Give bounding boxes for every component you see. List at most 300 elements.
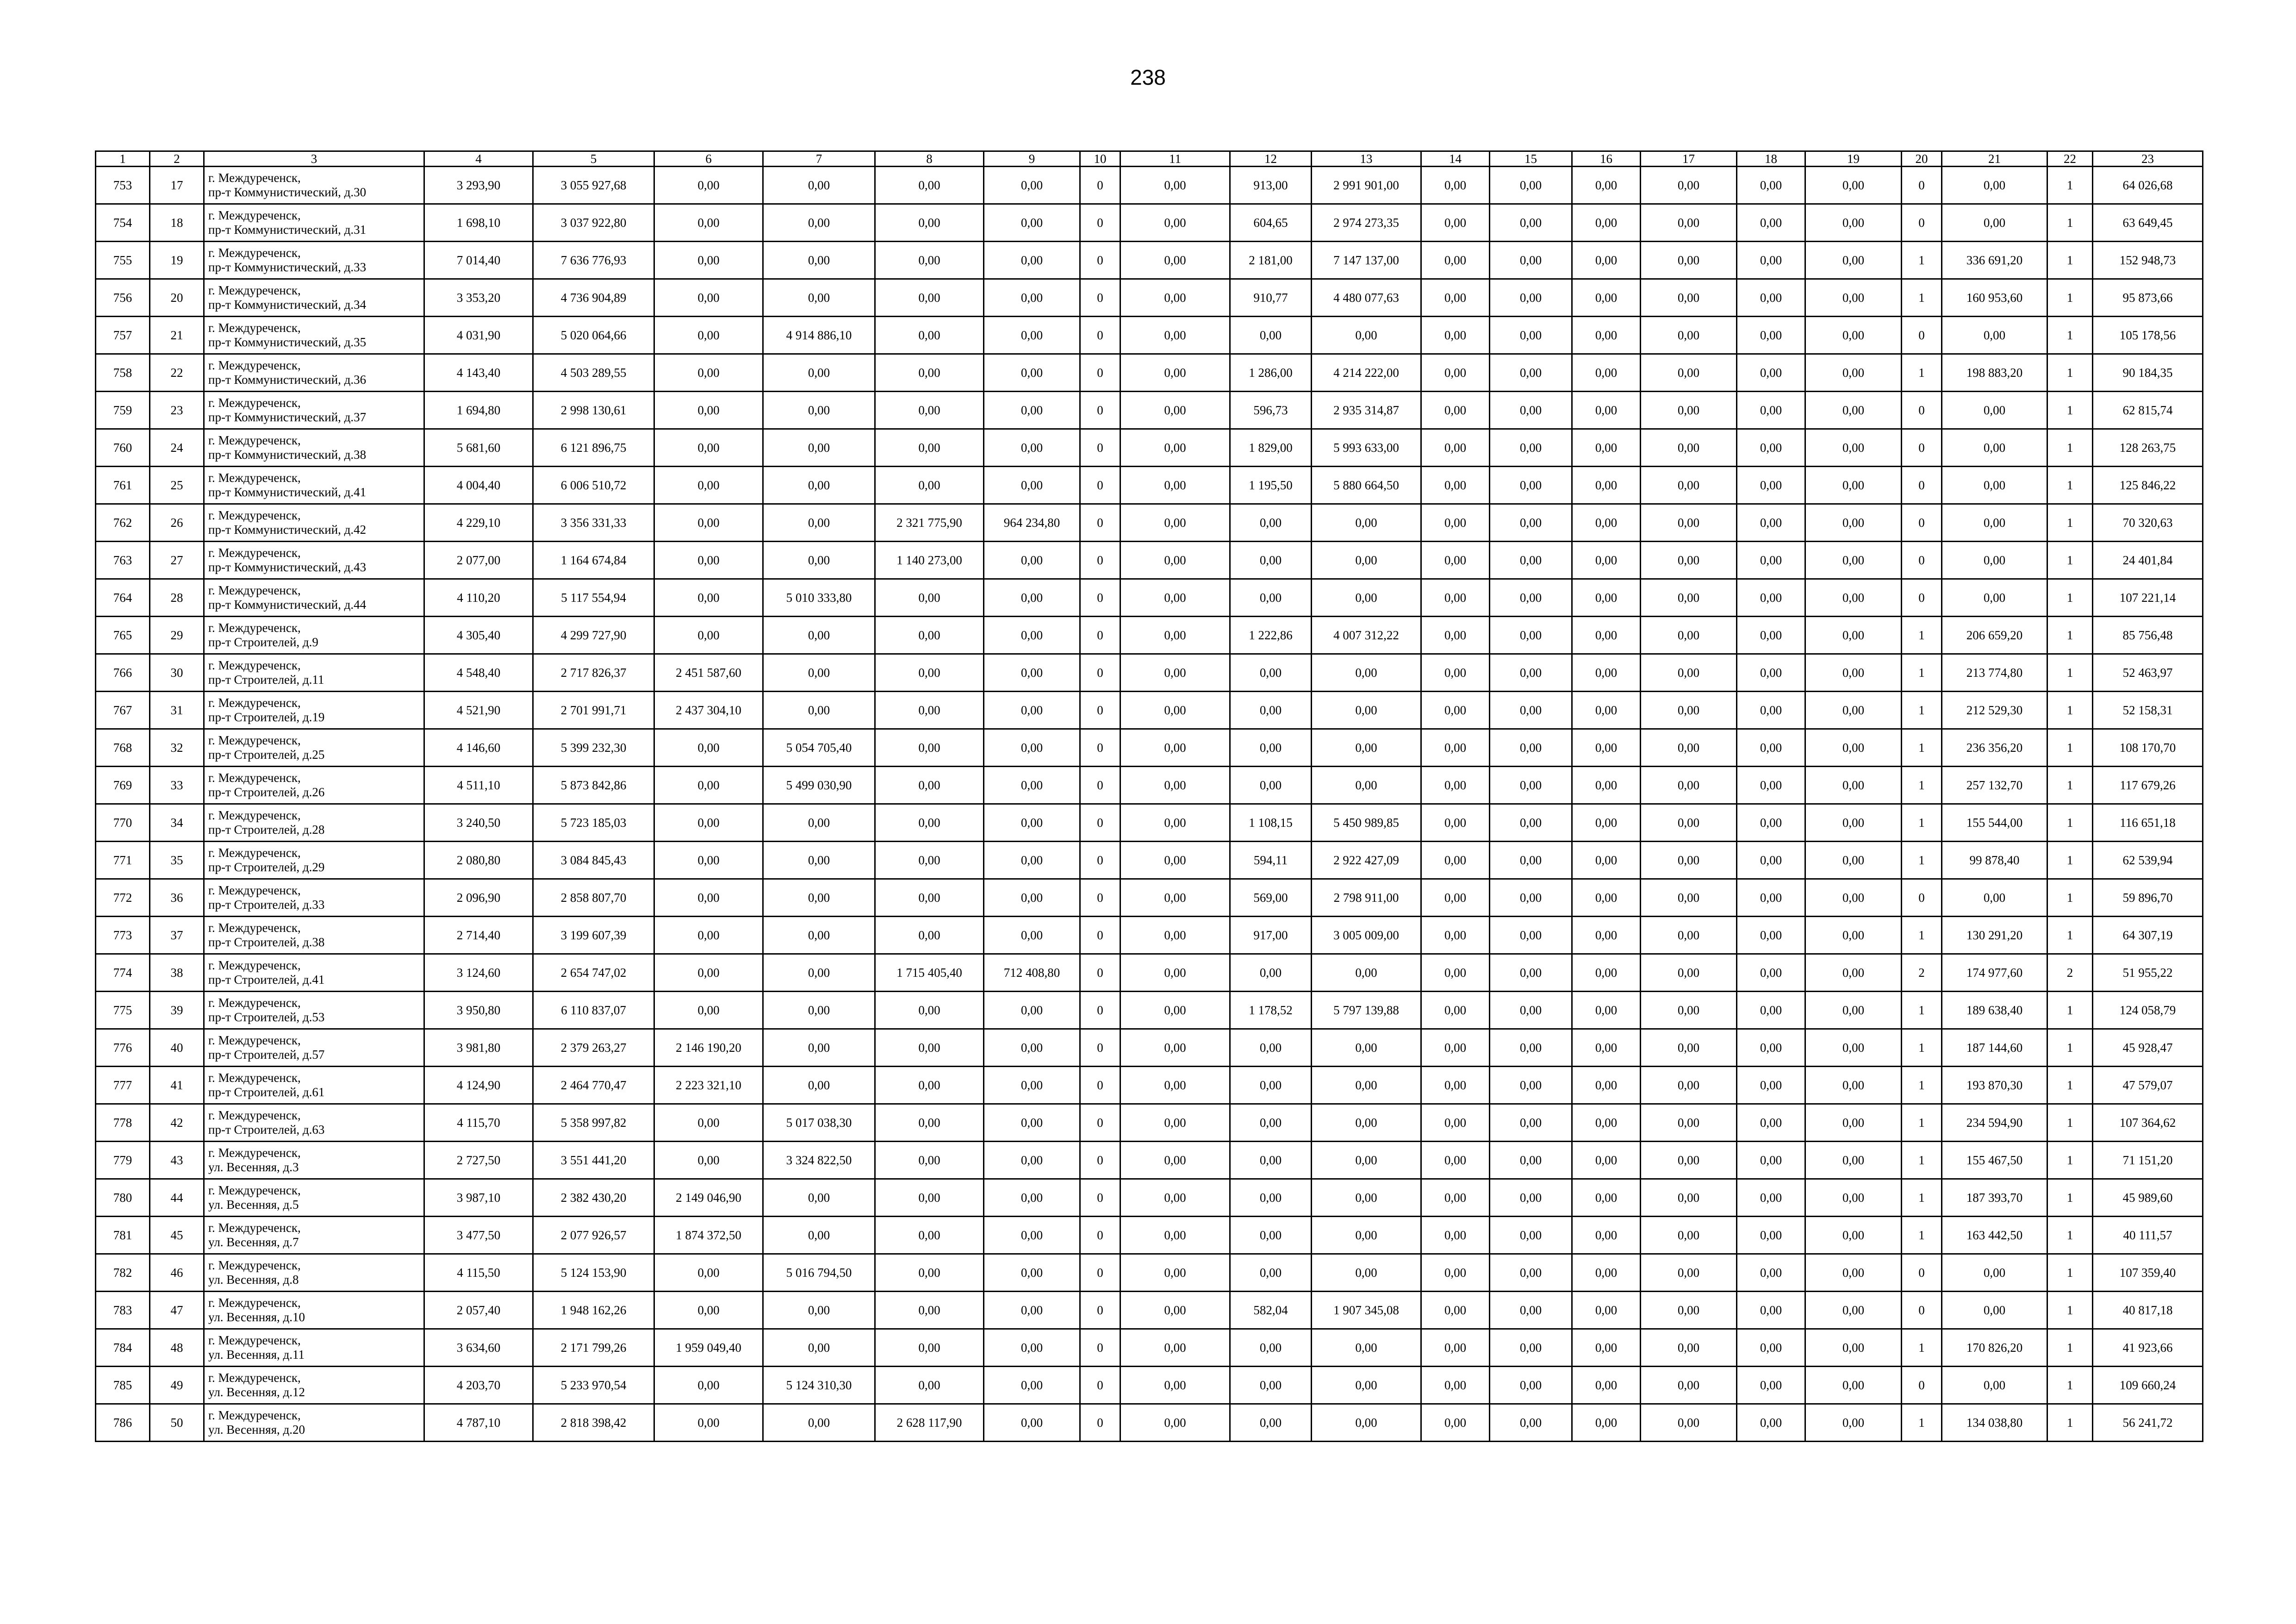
- table-cell-col-12: 913,00: [1230, 167, 1312, 204]
- table-cell-col-10: 0: [1080, 1067, 1120, 1104]
- table-cell-col-2: 29: [150, 617, 204, 654]
- table-cell-col-2: 30: [150, 654, 204, 692]
- table-cell-col-21: 163 442,50: [1942, 1217, 2047, 1254]
- table-cell-col-6: 0,00: [654, 1367, 763, 1404]
- table-cell-col-10: 0: [1080, 1367, 1120, 1404]
- table-cell-col-19: 0,00: [1805, 1104, 1902, 1142]
- table-cell-col-15: 0,00: [1490, 317, 1572, 354]
- table-cell-col-21: 236 356,20: [1942, 729, 2047, 767]
- address-city: г. Междуреченск,: [208, 208, 301, 222]
- table-cell-col-10: 0: [1080, 1292, 1120, 1329]
- table-cell-col-22: 1: [2047, 1029, 2093, 1067]
- table-cell-col-16: 0,00: [1572, 167, 1641, 204]
- table-cell-col-9: 0,00: [984, 879, 1080, 917]
- table-cell-col-21: 0,00: [1942, 1254, 2047, 1292]
- table-cell-col-11: 0,00: [1120, 467, 1230, 504]
- table-cell-col-7: 0,00: [763, 1217, 875, 1254]
- table-cell-col-1: 757: [96, 317, 150, 354]
- address-city: г. Междуреченск,: [208, 733, 301, 747]
- table-cell-col-8: 0,00: [875, 1029, 984, 1067]
- table-cell-col-13: 1 907 345,08: [1312, 1292, 1421, 1329]
- table-cell-col-13: 4 214 222,00: [1312, 354, 1421, 392]
- table-cell-col-13: 0,00: [1312, 542, 1421, 579]
- table-row: [96, 429, 2203, 467]
- table-cell-col-23: 128 263,75: [2093, 429, 2203, 467]
- table-cell-col-6: 0,00: [654, 1254, 763, 1292]
- table-cell-col-9: 0,00: [984, 1329, 1080, 1367]
- table-cell-col-20: 0: [1902, 1254, 1942, 1292]
- table-cell-col-13: 2 974 273,35: [1312, 204, 1421, 242]
- table-cell-col-15: 0,00: [1490, 1029, 1572, 1067]
- table-cell-col-23: 47 579,07: [2093, 1067, 2203, 1104]
- address-cell: [204, 579, 424, 617]
- table-cell-col-18: 0,00: [1737, 917, 1805, 954]
- table-cell-col-23: 109 660,24: [2093, 1367, 2203, 1404]
- address-cell: [204, 879, 424, 917]
- table-cell-col-2: 32: [150, 729, 204, 767]
- table-cell-col-1: 785: [96, 1367, 150, 1404]
- table-cell-col-6: 0,00: [654, 429, 763, 467]
- table-cell-col-5: 5 723 185,03: [533, 804, 654, 842]
- table-cell-col-17: 0,00: [1641, 1292, 1737, 1329]
- table-cell-col-20: 0: [1902, 879, 1942, 917]
- table-cell-col-1: 782: [96, 1254, 150, 1292]
- table-cell-col-12: 0,00: [1230, 1404, 1312, 1442]
- table-cell-col-4: 2 727,50: [424, 1142, 533, 1179]
- table-cell-col-11: 0,00: [1120, 1292, 1230, 1329]
- table-cell-col-18: 0,00: [1737, 1179, 1805, 1217]
- table-cell-col-20: 1: [1902, 1217, 1942, 1254]
- table-cell-col-1: 778: [96, 1104, 150, 1142]
- address-cell: [204, 1292, 424, 1329]
- table-cell-col-17: 0,00: [1641, 317, 1737, 354]
- table-cell-col-7: 0,00: [763, 1179, 875, 1217]
- table-cell-col-23: 64 026,68: [2093, 167, 2203, 204]
- table-cell-col-15: 0,00: [1490, 842, 1572, 879]
- table-cell-col-19: 0,00: [1805, 954, 1902, 992]
- table-cell-col-6: 1 874 372,50: [654, 1217, 763, 1254]
- table-cell-col-20: 1: [1902, 804, 1942, 842]
- table-cell-col-12: 0,00: [1230, 729, 1312, 767]
- table-cell-col-2: 17: [150, 167, 204, 204]
- table-cell-col-11: 0,00: [1120, 242, 1230, 279]
- table-cell-col-16: 0,00: [1572, 579, 1641, 617]
- table-cell-col-12: 2 181,00: [1230, 242, 1312, 279]
- table-cell-col-6: 2 223 321,10: [654, 1067, 763, 1104]
- table-cell-col-2: 21: [150, 317, 204, 354]
- table-cell-col-5: 2 858 807,70: [533, 879, 654, 917]
- table-row: [96, 654, 2203, 692]
- table-cell-col-16: 0,00: [1572, 917, 1641, 954]
- table-cell-col-8: 0,00: [875, 654, 984, 692]
- address-city: г. Междуреченск,: [208, 171, 301, 185]
- address-cell: [204, 842, 424, 879]
- column-number-23: 23: [2093, 151, 2203, 167]
- table-cell-col-23: 59 896,70: [2093, 879, 2203, 917]
- table-cell-col-2: 44: [150, 1179, 204, 1217]
- table-cell-col-15: 0,00: [1490, 692, 1572, 729]
- table-cell-col-16: 0,00: [1572, 1067, 1641, 1104]
- table-cell-col-9: 0,00: [984, 654, 1080, 692]
- table-cell-col-8: 0,00: [875, 1292, 984, 1329]
- address-cell: [204, 1142, 424, 1179]
- address-city: г. Междуреченск,: [208, 396, 301, 410]
- table-cell-col-9: 712 408,80: [984, 954, 1080, 992]
- address-cell: [204, 1179, 424, 1217]
- table-cell-col-6: 0,00: [654, 804, 763, 842]
- table-cell-col-15: 0,00: [1490, 992, 1572, 1029]
- address-street: ул. Весенняя, д.12: [208, 1385, 305, 1399]
- table-cell-col-14: 0,00: [1421, 842, 1490, 879]
- table-cell-col-16: 0,00: [1572, 767, 1641, 804]
- table-cell-col-16: 0,00: [1572, 1292, 1641, 1329]
- address-street: пр-т Коммунистический, д.38: [208, 448, 367, 462]
- table-cell-col-15: 0,00: [1490, 1067, 1572, 1104]
- table-cell-col-5: 2 654 747,02: [533, 954, 654, 992]
- table-cell-col-15: 0,00: [1490, 204, 1572, 242]
- table-cell-col-1: 763: [96, 542, 150, 579]
- table-cell-col-14: 0,00: [1421, 1217, 1490, 1254]
- table-cell-col-19: 0,00: [1805, 242, 1902, 279]
- table-cell-col-21: 189 638,40: [1942, 992, 2047, 1029]
- table-cell-col-13: 0,00: [1312, 1029, 1421, 1067]
- table-cell-col-18: 0,00: [1737, 467, 1805, 504]
- table-cell-col-12: 0,00: [1230, 1254, 1312, 1292]
- table-cell-col-19: 0,00: [1805, 1217, 1902, 1254]
- table-cell-col-2: 24: [150, 429, 204, 467]
- address-street: пр-т Коммунистический, д.34: [208, 298, 367, 312]
- table-cell-col-1: 784: [96, 1329, 150, 1367]
- address-cell: [204, 654, 424, 692]
- table-row: [96, 879, 2203, 917]
- table-cell-col-13: 0,00: [1312, 1067, 1421, 1104]
- address-city: г. Междуреченск,: [208, 1371, 301, 1385]
- table-cell-col-4: 2 714,40: [424, 917, 533, 954]
- table-cell-col-12: 0,00: [1230, 1179, 1312, 1217]
- table-cell-col-4: 3 981,80: [424, 1029, 533, 1067]
- table-cell-col-22: 1: [2047, 1329, 2093, 1367]
- address-city: г. Междуреченск,: [208, 1146, 301, 1160]
- table-cell-col-10: 0: [1080, 1254, 1120, 1292]
- column-number-18: 18: [1737, 151, 1805, 167]
- table-cell-col-1: 770: [96, 804, 150, 842]
- table-cell-col-22: 1: [2047, 1179, 2093, 1217]
- table-cell-col-19: 0,00: [1805, 204, 1902, 242]
- table-cell-col-5: 2 379 263,27: [533, 1029, 654, 1067]
- table-cell-col-2: 50: [150, 1404, 204, 1442]
- column-number-5: 5: [533, 151, 654, 167]
- table-cell-col-5: 6 110 837,07: [533, 992, 654, 1029]
- address-cell: [204, 992, 424, 1029]
- table-cell-col-10: 0: [1080, 1329, 1120, 1367]
- table-cell-col-9: 0,00: [984, 1179, 1080, 1217]
- table-cell-col-17: 0,00: [1641, 1142, 1737, 1179]
- table-cell-col-7: 0,00: [763, 954, 875, 992]
- table-cell-col-16: 0,00: [1572, 204, 1641, 242]
- address-cell: [204, 542, 424, 579]
- table-cell-col-22: 1: [2047, 242, 2093, 279]
- table-cell-col-5: 2 382 430,20: [533, 1179, 654, 1217]
- table-cell-col-2: 38: [150, 954, 204, 992]
- column-number-2: 2: [150, 151, 204, 167]
- table-cell-col-20: 1: [1902, 767, 1942, 804]
- table-cell-col-22: 1: [2047, 692, 2093, 729]
- table-cell-col-14: 0,00: [1421, 467, 1490, 504]
- table-cell-col-22: 1: [2047, 767, 2093, 804]
- table-cell-col-17: 0,00: [1641, 917, 1737, 954]
- table-cell-col-18: 0,00: [1737, 504, 1805, 542]
- table-cell-col-17: 0,00: [1641, 1179, 1737, 1217]
- table-cell-col-1: 786: [96, 1404, 150, 1442]
- table-cell-col-15: 0,00: [1490, 1142, 1572, 1179]
- table-cell-col-11: 0,00: [1120, 842, 1230, 879]
- address-street: пр-т Строителей, д.28: [208, 823, 325, 837]
- address-cell: [204, 804, 424, 842]
- table-cell-col-17: 0,00: [1641, 579, 1737, 617]
- address-cell: [204, 1217, 424, 1254]
- table-cell-col-13: 0,00: [1312, 504, 1421, 542]
- table-cell-col-13: 2 991 901,00: [1312, 167, 1421, 204]
- table-cell-col-20: 1: [1902, 842, 1942, 879]
- table-cell-col-20: 1: [1902, 1404, 1942, 1442]
- table-cell-col-20: 0: [1902, 504, 1942, 542]
- table-cell-col-19: 0,00: [1805, 1254, 1902, 1292]
- table-row: [96, 1404, 2203, 1442]
- table-cell-col-1: 765: [96, 617, 150, 654]
- table-cell-col-19: 0,00: [1805, 1179, 1902, 1217]
- table-cell-col-13: 5 450 989,85: [1312, 804, 1421, 842]
- table-cell-col-16: 0,00: [1572, 1104, 1641, 1142]
- address-cell: [204, 1254, 424, 1292]
- table-cell-col-17: 0,00: [1641, 354, 1737, 392]
- table-cell-col-23: 95 873,66: [2093, 279, 2203, 317]
- table-cell-col-8: 0,00: [875, 467, 984, 504]
- table-cell-col-4: 1 694,80: [424, 392, 533, 429]
- table-cell-col-1: 773: [96, 917, 150, 954]
- table-cell-col-13: 0,00: [1312, 1404, 1421, 1442]
- table-cell-col-5: 7 636 776,93: [533, 242, 654, 279]
- table-cell-col-18: 0,00: [1737, 167, 1805, 204]
- table-cell-col-21: 0,00: [1942, 392, 2047, 429]
- table-cell-col-12: 0,00: [1230, 692, 1312, 729]
- table-cell-col-16: 0,00: [1572, 879, 1641, 917]
- table-cell-col-15: 0,00: [1490, 804, 1572, 842]
- table-cell-col-4: 3 634,60: [424, 1329, 533, 1367]
- column-number-22: 22: [2047, 151, 2093, 167]
- table-cell-col-7: 5 010 333,80: [763, 579, 875, 617]
- table-cell-col-4: 3 353,20: [424, 279, 533, 317]
- table-cell-col-11: 0,00: [1120, 542, 1230, 579]
- table-cell-col-16: 0,00: [1572, 392, 1641, 429]
- table-row: [96, 1067, 2203, 1104]
- address-street: пр-т Коммунистический, д.35: [208, 335, 367, 349]
- table-cell-col-21: 206 659,20: [1942, 617, 2047, 654]
- table-cell-col-1: 772: [96, 879, 150, 917]
- table-cell-col-23: 90 184,35: [2093, 354, 2203, 392]
- address-street: пр-т Строителей, д.29: [208, 860, 325, 874]
- table-cell-col-2: 27: [150, 542, 204, 579]
- table-cell-col-14: 0,00: [1421, 1142, 1490, 1179]
- table-cell-col-10: 0: [1080, 392, 1120, 429]
- address-cell: [204, 504, 424, 542]
- table-cell-col-12: 0,00: [1230, 1142, 1312, 1179]
- table-cell-col-1: 756: [96, 279, 150, 317]
- table-row: [96, 767, 2203, 804]
- table-cell-col-19: 0,00: [1805, 579, 1902, 617]
- column-number-row: [96, 151, 2203, 167]
- address-city: г. Междуреченск,: [208, 883, 301, 897]
- table-cell-col-13: 0,00: [1312, 654, 1421, 692]
- table-cell-col-7: 0,00: [763, 392, 875, 429]
- table-cell-col-17: 0,00: [1641, 392, 1737, 429]
- table-cell-col-13: 0,00: [1312, 692, 1421, 729]
- table-cell-col-6: 0,00: [654, 579, 763, 617]
- table-cell-col-12: 596,73: [1230, 392, 1312, 429]
- address-street: пр-т Коммунистический, д.41: [208, 485, 367, 499]
- table-cell-col-14: 0,00: [1421, 992, 1490, 1029]
- table-cell-col-22: 2: [2047, 954, 2093, 992]
- table-cell-col-1: 766: [96, 654, 150, 692]
- address-street: пр-т Коммунистический, д.43: [208, 560, 367, 574]
- table-cell-col-7: 0,00: [763, 204, 875, 242]
- table-cell-col-1: 779: [96, 1142, 150, 1179]
- table-cell-col-15: 0,00: [1490, 617, 1572, 654]
- table-cell-col-2: 42: [150, 1104, 204, 1142]
- table-cell-col-19: 0,00: [1805, 917, 1902, 954]
- table-cell-col-23: 24 401,84: [2093, 542, 2203, 579]
- table-cell-col-2: 39: [150, 992, 204, 1029]
- table-cell-col-12: 1 108,15: [1230, 804, 1312, 842]
- table-cell-col-9: 0,00: [984, 917, 1080, 954]
- column-number-20: 20: [1902, 151, 1942, 167]
- table-cell-col-6: 0,00: [654, 204, 763, 242]
- table-cell-col-9: 0,00: [984, 242, 1080, 279]
- table-cell-col-6: 0,00: [654, 917, 763, 954]
- table-row: [96, 167, 2203, 204]
- table-row: [96, 467, 2203, 504]
- table-cell-col-22: 1: [2047, 579, 2093, 617]
- table-cell-col-23: 64 307,19: [2093, 917, 2203, 954]
- table-cell-col-23: 71 151,20: [2093, 1142, 2203, 1179]
- table-cell-col-23: 45 989,60: [2093, 1179, 2203, 1217]
- address-street: ул. Весенняя, д.10: [208, 1310, 305, 1324]
- table-cell-col-6: 1 959 049,40: [654, 1329, 763, 1367]
- table-cell-col-20: 1: [1902, 1104, 1942, 1142]
- table-cell-col-15: 0,00: [1490, 1404, 1572, 1442]
- table-cell-col-4: 1 698,10: [424, 204, 533, 242]
- table-cell-col-2: 46: [150, 1254, 204, 1292]
- table-cell-col-21: 212 529,30: [1942, 692, 2047, 729]
- table-cell-col-21: 0,00: [1942, 579, 2047, 617]
- table-cell-col-11: 0,00: [1120, 1142, 1230, 1179]
- table-cell-col-7: 0,00: [763, 992, 875, 1029]
- table-cell-col-19: 0,00: [1805, 1142, 1902, 1179]
- table-cell-col-17: 0,00: [1641, 242, 1737, 279]
- table-cell-col-14: 0,00: [1421, 542, 1490, 579]
- table-cell-col-23: 107 221,14: [2093, 579, 2203, 617]
- table-cell-col-18: 0,00: [1737, 317, 1805, 354]
- table-cell-col-19: 0,00: [1805, 767, 1902, 804]
- table-cell-col-17: 0,00: [1641, 1367, 1737, 1404]
- table-cell-col-14: 0,00: [1421, 1367, 1490, 1404]
- table-cell-col-12: 0,00: [1230, 1029, 1312, 1067]
- table-cell-col-7: 5 016 794,50: [763, 1254, 875, 1292]
- address-cell: [204, 354, 424, 392]
- address-city: г. Междуреченск,: [208, 621, 301, 635]
- table-cell-col-21: 174 977,60: [1942, 954, 2047, 992]
- table-cell-col-23: 105 178,56: [2093, 317, 2203, 354]
- column-number-15: 15: [1490, 151, 1572, 167]
- table-cell-col-15: 0,00: [1490, 1104, 1572, 1142]
- table-cell-col-17: 0,00: [1641, 1104, 1737, 1142]
- table-cell-col-19: 0,00: [1805, 429, 1902, 467]
- table-cell-col-15: 0,00: [1490, 1254, 1572, 1292]
- table-cell-col-7: 0,00: [763, 429, 875, 467]
- address-street: пр-т Коммунистический, д.36: [208, 373, 367, 387]
- table-cell-col-7: 0,00: [763, 1329, 875, 1367]
- table-cell-col-6: 0,00: [654, 842, 763, 879]
- address-cell: [204, 917, 424, 954]
- table-cell-col-22: 1: [2047, 467, 2093, 504]
- table-cell-col-4: 2 077,00: [424, 542, 533, 579]
- table-cell-col-19: 0,00: [1805, 692, 1902, 729]
- address-cell: [204, 692, 424, 729]
- table-cell-col-10: 0: [1080, 354, 1120, 392]
- table-cell-col-7: 0,00: [763, 842, 875, 879]
- address-street: ул. Весенняя, д.20: [208, 1423, 305, 1437]
- table-cell-col-5: 4 299 727,90: [533, 617, 654, 654]
- table-cell-col-5: 2 818 398,42: [533, 1404, 654, 1442]
- table-row: [96, 954, 2203, 992]
- table-cell-col-4: 2 057,40: [424, 1292, 533, 1329]
- address-cell: [204, 1329, 424, 1367]
- table-cell-col-20: 0: [1902, 542, 1942, 579]
- table-cell-col-2: 22: [150, 354, 204, 392]
- table-cell-col-9: 0,00: [984, 767, 1080, 804]
- column-number-8: 8: [875, 151, 984, 167]
- table-cell-col-11: 0,00: [1120, 1104, 1230, 1142]
- table-cell-col-23: 56 241,72: [2093, 1404, 2203, 1442]
- table-cell-col-6: 0,00: [654, 279, 763, 317]
- table-cell-col-16: 0,00: [1572, 1179, 1641, 1217]
- table-row: [96, 804, 2203, 842]
- table-cell-col-15: 0,00: [1490, 467, 1572, 504]
- table-cell-col-18: 0,00: [1737, 1029, 1805, 1067]
- address-cell: [204, 167, 424, 204]
- table-cell-col-6: 0,00: [654, 1292, 763, 1329]
- table-cell-col-2: 19: [150, 242, 204, 279]
- address-cell: [204, 1367, 424, 1404]
- table-cell-col-19: 0,00: [1805, 392, 1902, 429]
- table-cell-col-11: 0,00: [1120, 1367, 1230, 1404]
- table-cell-col-18: 0,00: [1737, 1292, 1805, 1329]
- table-cell-col-4: 4 229,10: [424, 504, 533, 542]
- table-cell-col-10: 0: [1080, 542, 1120, 579]
- table-row: [96, 279, 2203, 317]
- table-cell-col-17: 0,00: [1641, 954, 1737, 992]
- table-cell-col-8: 0,00: [875, 1217, 984, 1254]
- table-cell-col-8: 0,00: [875, 279, 984, 317]
- table-cell-col-8: 1 140 273,00: [875, 542, 984, 579]
- table-cell-col-6: 0,00: [654, 504, 763, 542]
- address-cell: [204, 729, 424, 767]
- table-cell-col-7: 0,00: [763, 1067, 875, 1104]
- address-street: пр-т Коммунистический, д.30: [208, 185, 367, 199]
- table-cell-col-8: 2 628 117,90: [875, 1404, 984, 1442]
- table-cell-col-23: 41 923,66: [2093, 1329, 2203, 1367]
- table-cell-col-13: 3 005 009,00: [1312, 917, 1421, 954]
- table-cell-col-22: 1: [2047, 429, 2093, 467]
